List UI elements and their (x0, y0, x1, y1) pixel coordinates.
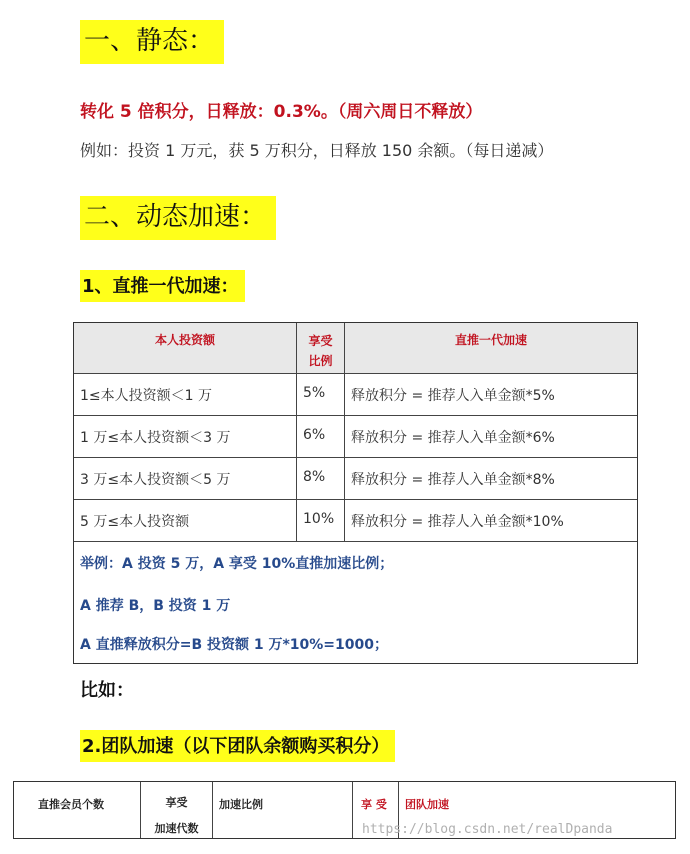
row-range: 1≤本人投资额＜1 万 (80, 388, 212, 404)
header-formula: 直推一代加速 (344, 323, 637, 373)
table-row (74, 457, 637, 500)
section-2-heading: 二、动态加速： (80, 196, 276, 240)
row-rate: 8% (296, 457, 344, 499)
table-header-row (74, 323, 637, 374)
row-formula: 释放积分 = 推荐人入单金额*8% (344, 457, 637, 499)
row-rate: 5% (296, 373, 344, 415)
table-row (74, 415, 637, 458)
table-row (74, 373, 637, 416)
t2-header-team: 团队加速 (398, 782, 675, 838)
static-release-rule: 转化 5 倍积分，日释放：0.3%。（周六周日不释放） (80, 102, 483, 122)
example-line: A 直推释放积分=B 投资额 1 万*10%=1000； (80, 637, 388, 653)
subsection-direct-heading: 1、直推一代加速： (80, 270, 245, 302)
t2-header-ratio: 加速比例 (212, 782, 352, 838)
row-formula: 释放积分 = 推荐人入单金额*6% (344, 415, 637, 457)
example-line: 举例：A 投资 5 万，A 享受 10%直推加速比例； (80, 556, 394, 572)
watermark-text: https://blog.csdn.net/realDpanda (362, 822, 613, 837)
table-row (74, 499, 637, 542)
t2-header-generations: 享受 加速代数 (140, 782, 212, 838)
t2-header-members: 直推会员个数 (38, 798, 104, 811)
t2-header-enjoy: 享 受 (352, 782, 398, 838)
row-rate: 6% (296, 415, 344, 457)
section-1-heading: 一、静态： (80, 20, 224, 64)
static-example: 例如：投资 1 万元，获 5 万积分，日释放 150 余额。（每日递减） (80, 141, 554, 160)
row-range: 3 万≤本人投资额＜5 万 (80, 472, 231, 488)
subsection-team-heading: 2.团队加速（以下团队余额购买积分） (80, 730, 395, 762)
row-rate: 10% (296, 499, 344, 541)
example-line: A 推荐 B，B 投资 1 万 (80, 598, 231, 614)
row-formula: 释放积分 = 推荐人入单金额*10% (344, 499, 637, 541)
row-range: 1 万≤本人投资额＜3 万 (80, 430, 231, 446)
row-range: 5 万≤本人投资额 (80, 514, 190, 530)
direct-acceleration-table (73, 322, 638, 664)
note-label: 比如： (80, 680, 134, 701)
header-rate: 享受 比例 (296, 323, 344, 373)
header-investment: 本人投资额 (154, 333, 215, 347)
row-formula: 释放积分 = 推荐人入单金额*5% (344, 373, 637, 415)
